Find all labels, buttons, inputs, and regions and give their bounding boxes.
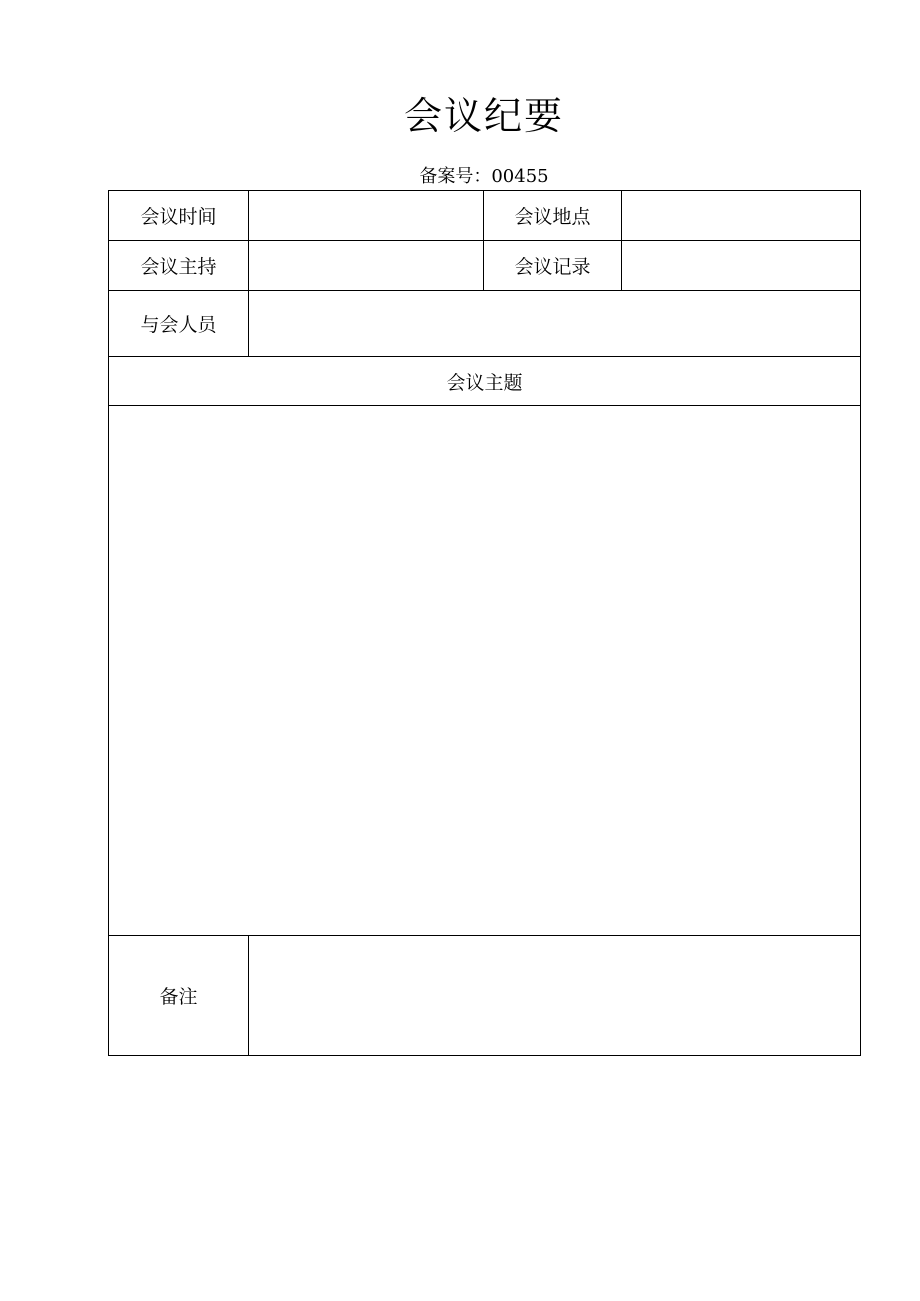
meeting-minutes-form xyxy=(108,190,861,1056)
form-row-topic-header xyxy=(109,357,861,406)
document-title: 会议纪要 xyxy=(403,94,564,138)
form-row-time-location xyxy=(109,191,861,241)
meeting-recorder-field[interactable] xyxy=(622,241,861,291)
form-row-host-recorder xyxy=(109,241,861,291)
form-row-attendees xyxy=(109,291,861,357)
attendees-label: 与会人员 xyxy=(109,291,249,357)
form-row-remarks xyxy=(109,936,861,1056)
record-number-value: 00455 xyxy=(491,166,549,187)
record-number-label: 备案号： xyxy=(419,166,492,187)
remarks-label: 备注 xyxy=(109,936,249,1056)
record-number-line xyxy=(0,164,920,190)
meeting-location-field[interactable] xyxy=(622,191,861,241)
meeting-host-label: 会议主持 xyxy=(109,241,249,291)
topic-label: 会议主题 xyxy=(109,357,861,406)
meeting-recorder-label: 会议记录 xyxy=(484,241,622,291)
meeting-time-field[interactable] xyxy=(249,191,484,241)
meeting-time-label: 会议时间 xyxy=(109,191,249,241)
remarks-field[interactable] xyxy=(249,936,861,1056)
topic-content-field[interactable] xyxy=(109,406,861,936)
attendees-field[interactable] xyxy=(249,291,861,357)
meeting-location-label: 会议地点 xyxy=(484,191,622,241)
meeting-host-field[interactable] xyxy=(249,241,484,291)
form-row-topic-content xyxy=(109,406,861,936)
